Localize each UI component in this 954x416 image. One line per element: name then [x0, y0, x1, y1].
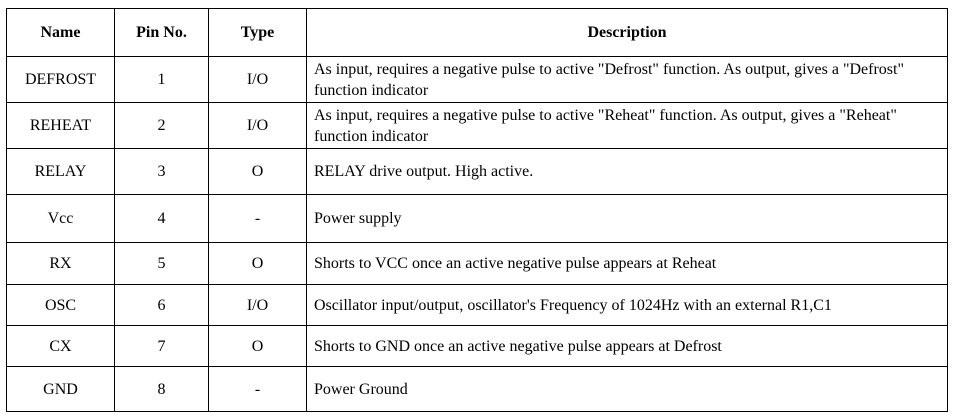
- pin-name: OSC: [7, 285, 115, 326]
- header-type: Type: [209, 9, 307, 57]
- pin-number: 7: [115, 326, 209, 367]
- pin-description: Oscillator input/output, oscillator's Frequency of 1024Hz with an external R1,C1: [307, 285, 948, 326]
- pin-number: 3: [115, 149, 209, 195]
- pin-description: RELAY drive output. High active.: [307, 149, 948, 195]
- pin-type: -: [209, 195, 307, 243]
- pin-description: As input, requires a negative pulse to active "Defrost" function. As output, gives a "Defrost" function indicator: [307, 57, 948, 103]
- pin-description: Power Ground: [307, 367, 948, 412]
- pin-name: RX: [7, 243, 115, 285]
- table-row: [7, 103, 948, 149]
- pin-type: I/O: [209, 57, 307, 103]
- table-row: [7, 326, 948, 367]
- pin-description: As input, requires a negative pulse to active "Reheat" function. As output, gives a "Reheat" function indicator: [307, 103, 948, 149]
- pin-description: Power supply: [307, 195, 948, 243]
- pin-number: 8: [115, 367, 209, 412]
- header-name: Name: [7, 9, 115, 57]
- table-row: [7, 285, 948, 326]
- pin-name: RELAY: [7, 149, 115, 195]
- pin-number: 1: [115, 57, 209, 103]
- pin-number: 2: [115, 103, 209, 149]
- pin-type: I/O: [209, 103, 307, 149]
- pin-name: GND: [7, 367, 115, 412]
- pin-name: REHEAT: [7, 103, 115, 149]
- header-description: Description: [307, 9, 948, 57]
- pin-description: Shorts to GND once an active negative pulse appears at Defrost: [307, 326, 948, 367]
- pin-number: 4: [115, 195, 209, 243]
- table-row: [7, 195, 948, 243]
- pin-type: -: [209, 367, 307, 412]
- table-row: [7, 149, 948, 195]
- pin-number: 5: [115, 243, 209, 285]
- table-row: [7, 57, 948, 103]
- pin-type: O: [209, 149, 307, 195]
- header-pin-no: Pin No.: [115, 9, 209, 57]
- pin-description: Shorts to VCC once an active negative pulse appears at Reheat: [307, 243, 948, 285]
- pin-type: O: [209, 326, 307, 367]
- table-row: [7, 243, 948, 285]
- pin-description-table: [6, 8, 948, 412]
- pin-name: CX: [7, 326, 115, 367]
- pin-type: I/O: [209, 285, 307, 326]
- pin-name: Vcc: [7, 195, 115, 243]
- pin-type: O: [209, 243, 307, 285]
- pin-name: DEFROST: [7, 57, 115, 103]
- table-header-row: [7, 9, 948, 57]
- table-row: [7, 367, 948, 412]
- pin-number: 6: [115, 285, 209, 326]
